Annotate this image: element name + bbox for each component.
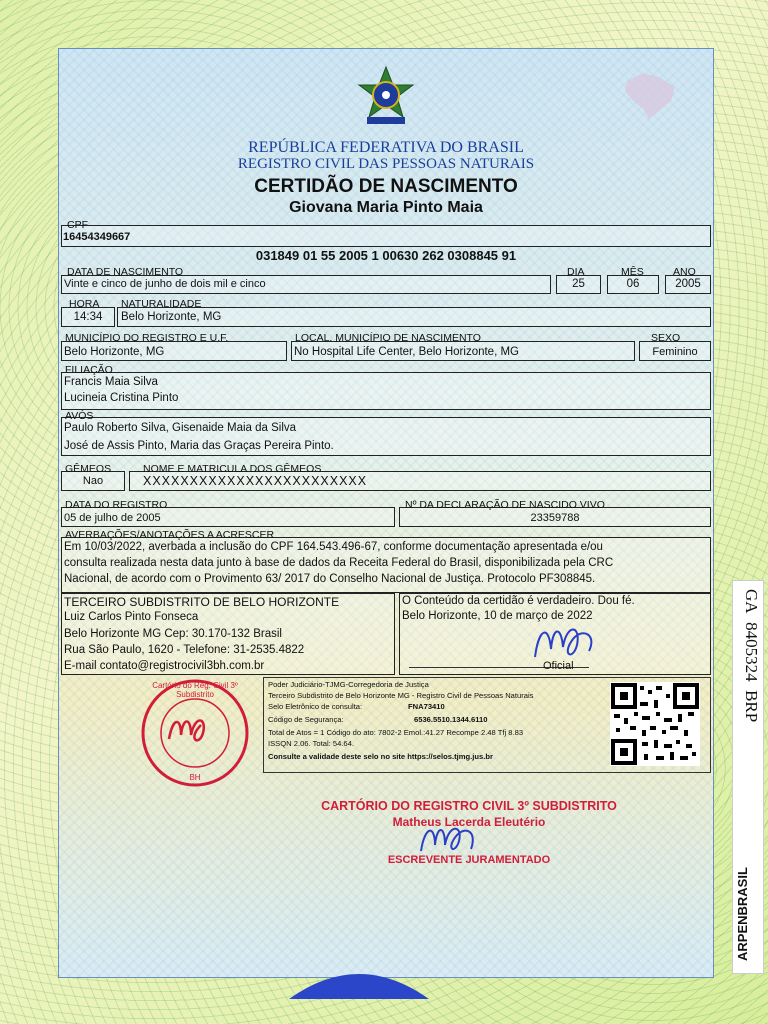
registry-heading: REGISTRO CIVIL DAS PESSOAS NATURAIS [237,156,535,172]
cpf-label: CPF [67,219,88,231]
cartorio-email: E-mail contato@registrocivil3bh.com.br [64,660,265,672]
birth-date-value: Vinte e cinco de junho de dois mil e cinco [64,278,266,290]
naturalidade-value: Belo Horizonte, MG [121,311,222,323]
cpf-box [61,225,711,247]
gemeos-value: Nao [82,475,104,487]
sex-label: SEXO [651,332,681,344]
certificate-sheet [58,48,714,978]
selo-line-2: Terceiro Subdistrito de Belo Horizonte MG - Registro Civil de Pessoas Naturais [268,691,534,700]
selo-line-6: ISSQN 2.06. Total: 54.64. [268,739,354,748]
arpen-brand: ARPENBRASIL [735,867,750,961]
avos-label: AVÓS [65,410,94,422]
round-seal-top-text: Cartório do Reg. Civil 3º Subdistrito [152,681,238,699]
municipio-label: MUNICÍPIO DO REGISTRO E U.F. [65,332,229,344]
hour-label: HORA [69,298,100,310]
registrant-name: Giovana Maria Pinto Maia [289,199,483,216]
round-seal-bottom-text: BH [189,773,201,782]
cartorio-officer: Luiz Carlos Pinto Fonseca [64,611,199,623]
oficial-signature [527,617,617,667]
sex-value: Feminino [652,346,698,358]
gemeos-label: GÊMEOS [65,463,112,475]
averbacoes-line-3: Nacional, de acordo com o Provimento 63/ 2017 do Conselho Nacional de Justiça. Protocolo PF308845. [64,573,596,585]
selo-box [263,677,711,773]
coat-of-arms-icon [355,65,417,129]
averbacoes-line-2: consulta realizada nesta data junto à base de dados da Receita Federal do Brasil, disponibilizada pela CRC [64,557,614,569]
cpf-value: 16454349667 [63,231,131,243]
registro-label: DATA DO REGISTRO [65,499,168,511]
mother-name: Lucineia Cristina Pinto [64,392,179,404]
month-value: 06 [626,278,640,290]
avos-line-2: José de Assis Pinto, Maria das Graças Pereira Pinto. [64,440,334,452]
local-label: LOCAL. MUNICÍPIO DE NASCIMENTO [295,332,481,344]
avos-line-1: Paulo Roberto Silva, Gisenaide Maia da Silva [64,422,297,434]
serial-prefix: GA [742,589,761,614]
selo-code: FNA73410 [408,702,445,711]
cartorio-address: Rua São Paulo, 1620 - Telefone: 31-2535.4822 [64,644,305,656]
qr-code-icon [610,682,700,766]
averbacoes-line-1: Em 10/03/2022, averbada a inclusão do CPF 164.543.496-67, conforme documentação apresentada e/ou [64,541,603,553]
oficial-label: Oficial [543,660,574,672]
local-value: No Hospital Life Center, Belo Horizonte, MG [294,346,519,358]
hour-value: 14:34 [73,311,103,323]
filiacao-box [61,372,711,410]
selo-line-7: Consulte a validade deste selo no site https://selos.tjmg.jus.br [268,752,493,761]
gemeos-names-value: XXXXXXXXXXXXXXXXXXXXXXXX [143,474,368,488]
day-label: DIA [567,266,585,278]
document-title: CERTIDÃO DE NASCIMENTO [254,176,518,197]
registro-value: 05 de julho de 2005 [64,512,161,524]
selo-line-5: Total de Atos = 1 Código do ato: 7802-2 Emol.:41.27 Recompe 2.48 Tfj 8.83 [268,728,524,737]
attest-line-1: O Conteúdo da certidão é verdadeiro. Dou fé. [402,595,635,607]
year-label: ANO [673,266,696,278]
month-label: MÊS [621,266,644,278]
birth-date-label: DATA DE NASCIMENTO [67,266,184,278]
naturalidade-label: NATURALIDADE [121,298,202,310]
selo-line-3-label: Selo Eletrônico de consulta: [268,702,363,711]
municipio-value: Belo Horizonte, MG [64,346,165,358]
brazil-map-icon [619,67,681,123]
matricula-number: 031849 01 55 2005 1 00630 262 0308845 91 [255,248,517,263]
bottom-stamp-line-3: ESCREVENTE JURAMENTADO [387,854,551,866]
father-name: Francis Maia Silva [64,376,158,388]
republic-heading: REPÚBLICA FEDERATIVA DO BRASIL [248,139,524,156]
dnv-value: 23359788 [530,512,580,524]
year-value: 2005 [675,278,701,290]
serial-number: 8405324 [742,622,761,682]
cartorio-city: Belo Horizonte MG Cep: 30.170-132 Brasil [64,628,282,640]
day-value: 25 [572,278,585,290]
bottom-stamp-line-1: CARTÓRIO DO REGISTRO CIVIL 3º SUBDISTRITO [321,799,617,813]
round-seal-stamp [139,677,251,789]
selo-line-1: Poder Judiciário-TJMG-Corregedoria de Justiça [268,680,429,689]
clerk-signature [415,819,485,859]
averbacoes-label: AVERBAÇÕES/ANOTAÇÕES A ACRESCER [65,529,275,541]
security-strip [732,580,764,974]
gemeos-names-label: NOME E MATRICULA DOS GÊMEOS [143,463,322,475]
blue-seal-icon [289,959,429,999]
serial-code: BRP [742,690,761,723]
security-code: 6536.5510.1344.6110 [414,715,488,724]
selo-line-4-label: Código de Segurança: [268,715,344,724]
filiacao-label: FILIAÇÃO [65,364,113,376]
dnv-label: Nº DA DECLARAÇÃO DE NASCIDO VIVO [405,499,605,511]
cartorio-name: TERCEIRO SUBDISTRITO DE BELO HORIZONTE [64,595,340,609]
bottom-stamp-line-2: Matheus Lacerda Eleutério [392,815,546,829]
attest-line-2: Belo Horizonte, 10 de março de 2022 [402,610,593,622]
